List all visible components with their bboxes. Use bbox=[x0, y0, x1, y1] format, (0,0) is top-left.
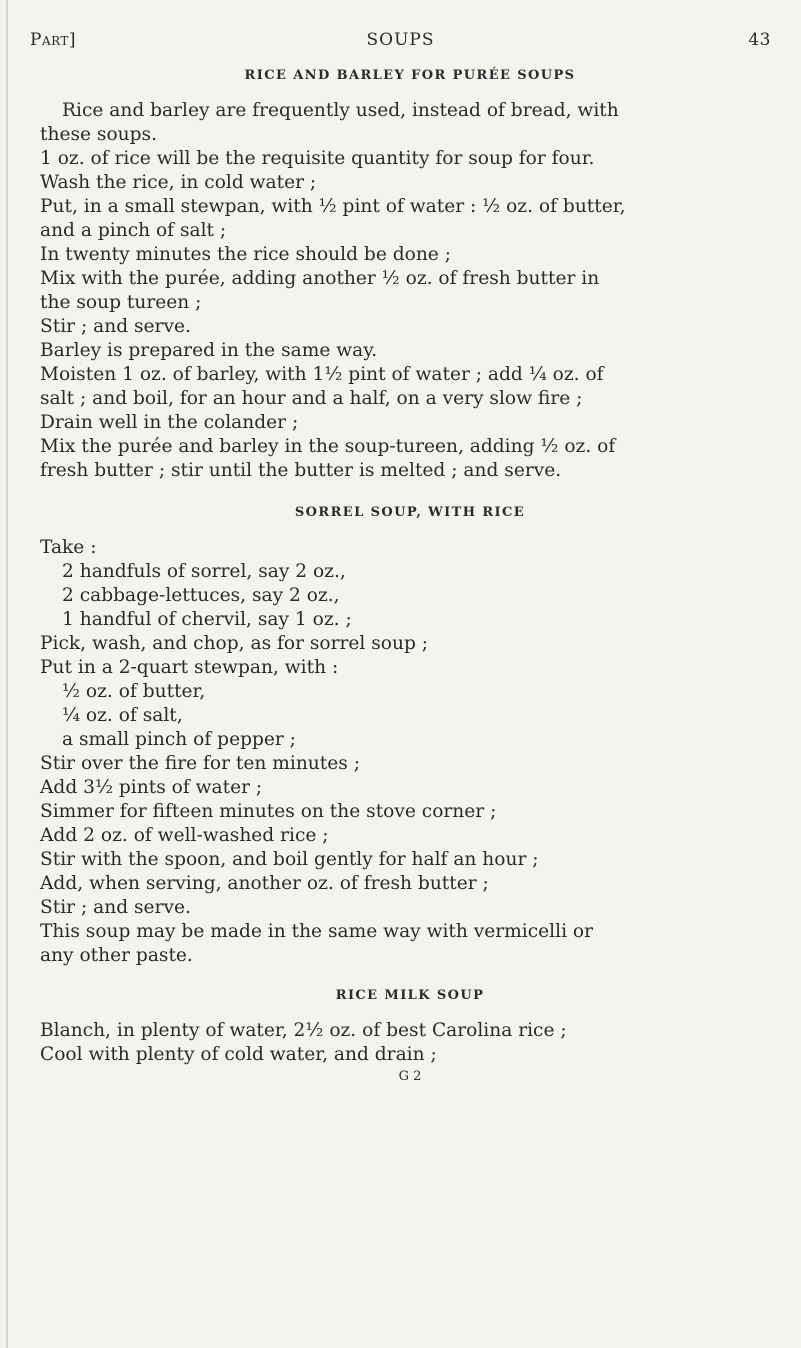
text-line: Add 2 oz. of well-washed rice ; bbox=[40, 825, 329, 846]
text-line: ¼ oz. of salt, bbox=[62, 705, 183, 726]
text-line: Pick, wash, and chop, as for sorrel soup ; bbox=[40, 633, 429, 654]
text-line: salt ; and boil, for an hour and a half, on a very slow fire ; bbox=[40, 388, 583, 409]
section-sorrel-soup bbox=[40, 505, 780, 968]
section-title: RICE MILK SOUP bbox=[335, 988, 485, 1003]
text-line: Stir over the fire for ten minutes ; bbox=[40, 753, 360, 774]
text-line: and a pinch of salt ; bbox=[40, 220, 227, 241]
running-header bbox=[30, 30, 771, 54]
text-line: Simmer for fifteen minutes on the stove corner ; bbox=[40, 801, 497, 822]
section-body bbox=[40, 99, 780, 483]
text-line: Mix the purée and barley in the soup-tureen, adding ½ oz. of bbox=[40, 436, 616, 457]
text-line: Add 3½ pints of water ; bbox=[40, 777, 263, 798]
section-rice-barley bbox=[40, 68, 780, 483]
section-title: SORREL SOUP, WITH RICE bbox=[294, 505, 526, 520]
text-line: Cool with plenty of cold water, and drain ; bbox=[40, 1044, 437, 1065]
text-line: Barley is prepared in the same way. bbox=[40, 340, 378, 361]
text-line: 1 oz. of rice will be the requisite quantity for soup for four. bbox=[40, 148, 595, 169]
signature-mark: G 2 bbox=[398, 1069, 422, 1084]
text-line: Blanch, in plenty of water, 2½ oz. of best Carolina rice ; bbox=[40, 1020, 567, 1041]
text-line: This soup may be made in the same way with vermicelli or bbox=[40, 921, 594, 942]
text-line: fresh butter ; stir until the butter is melted ; and serve. bbox=[40, 460, 562, 481]
section-rice-milk-soup bbox=[40, 988, 780, 1067]
text-line: Put, in a small stewpan, with ½ pint of water : ½ oz. of butter, bbox=[40, 196, 626, 217]
text-line: the soup tureen ; bbox=[40, 292, 202, 313]
text-line: Moisten 1 oz. of barley, with 1½ pint of water ; add ¼ oz. of bbox=[40, 364, 604, 385]
text-line: 1 handful of chervil, say 1 oz. ; bbox=[62, 609, 352, 630]
text-line: ½ oz. of butter, bbox=[62, 681, 206, 702]
text-line: 2 handfuls of sorrel, say 2 oz., bbox=[62, 561, 346, 582]
text-line: any other paste. bbox=[40, 945, 193, 966]
section-body bbox=[40, 1019, 780, 1067]
page-number: 43 bbox=[748, 30, 771, 50]
text-line: a small pinch of pepper ; bbox=[62, 729, 296, 750]
text-line: Stir ; and serve. bbox=[40, 897, 191, 918]
text-line: Put in a 2-quart stewpan, with : bbox=[40, 657, 339, 678]
text-line: Take : bbox=[40, 537, 97, 558]
text-line: Wash the rice, in cold water ; bbox=[40, 172, 317, 193]
text-line: 2 cabbage-lettuces, say 2 oz., bbox=[62, 585, 340, 606]
text-line: Drain well in the colander ; bbox=[40, 412, 299, 433]
header-title: SOUPS bbox=[366, 30, 435, 50]
text-line: Mix with the purée, adding another ½ oz. of fresh butter in bbox=[40, 268, 600, 289]
page-content bbox=[40, 68, 780, 1084]
text-line: Rice and barley are frequently used, instead of bread, with bbox=[62, 100, 619, 121]
text-line: Add, when serving, another oz. of fresh butter ; bbox=[40, 873, 489, 894]
page-edge-shadow bbox=[6, 0, 8, 1348]
text-line: In twenty minutes the rice should be done ; bbox=[40, 244, 451, 265]
text-line: these soups. bbox=[40, 124, 157, 145]
section-title: RICE AND BARLEY FOR PURÉE SOUPS bbox=[244, 68, 576, 83]
header-part: Part] bbox=[30, 30, 77, 50]
text-line: Stir with the spoon, and boil gently for half an hour ; bbox=[40, 849, 539, 870]
section-body bbox=[40, 536, 780, 968]
text-line: Stir ; and serve. bbox=[40, 316, 191, 337]
